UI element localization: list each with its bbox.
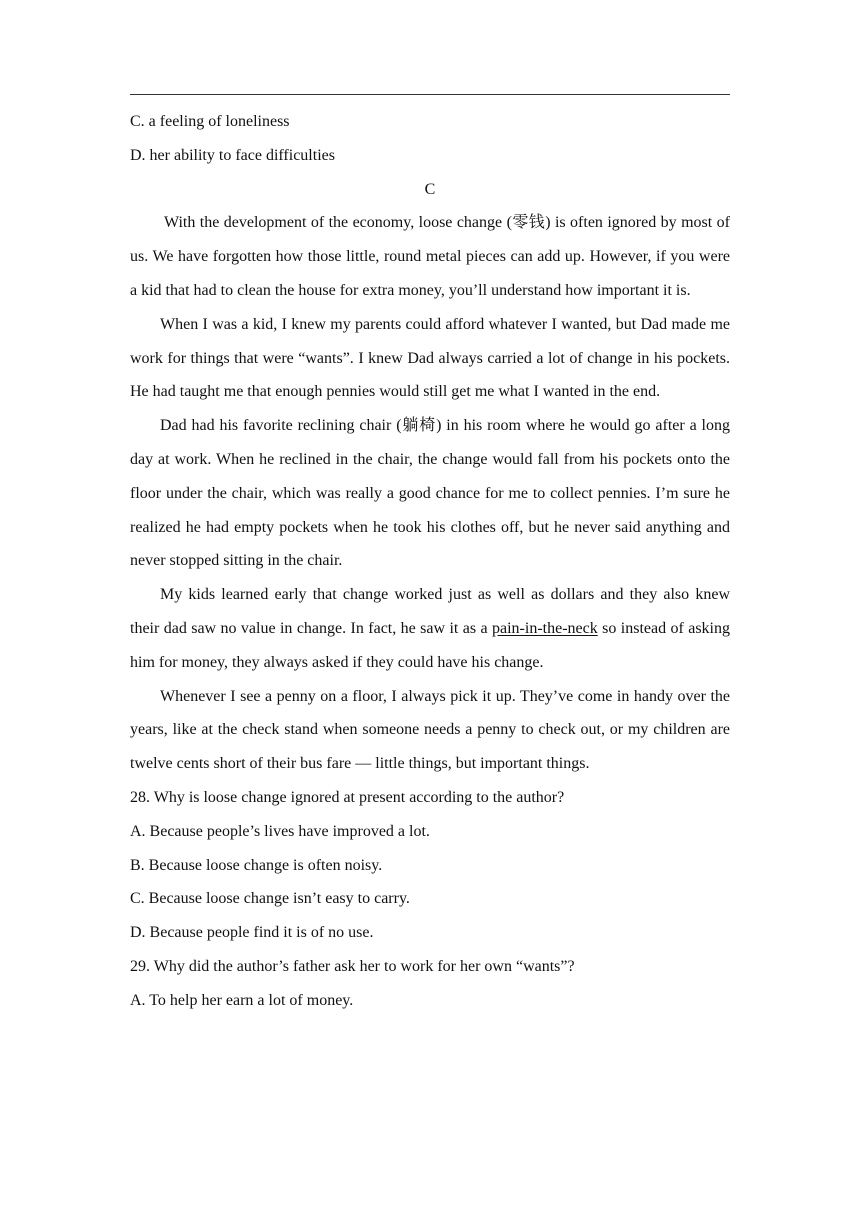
paragraph-4-text-before: My kids learned early that change worked just as well as dollars and they also knew their dad saw no value in change. In fact, he saw it as a <box>130 586 730 637</box>
passage-paragraph-5: Whenever I see a penny on a floor, I always pick it up. They’ve come in handy over the years, like at the check stand when someone needs a penny to check out, or my children are twelve cents short of their bus fare — little things, but important things. <box>130 687 730 773</box>
option-prev-c: C. a feeling of loneliness <box>130 113 290 130</box>
question-28-option-b: B. Because loose change is often noisy. <box>130 856 383 874</box>
passage-paragraph-2: When I was a kid, I knew my parents could afford whatever I wanted, but Dad made me work for things that were “wants”. I knew Dad always carried a lot of change in his pockets. He had taught me that enough pennies would still get me what I wanted in the end. <box>130 315 730 401</box>
question-28-option-c: C. Because loose change isn’t easy to carry. <box>130 890 410 908</box>
passage-paragraph-1: With the development of the economy, loose change (零钱) is often ignored by most of us. We have forgotten how those little, round metal pieces can add up. However, if you were a kid that had to clean the house for extra money, you’ll understand how important it is. <box>130 214 730 299</box>
option-prev-d: D. her ability to face difficulties <box>130 146 335 164</box>
page-content <box>130 105 730 1018</box>
question-28-option-a: A. Because people’s lives have improved a lot. <box>130 822 430 840</box>
question-29-stem: 29. Why did the author’s father ask her to work for her own “wants”? <box>130 957 575 975</box>
header-rule <box>130 94 730 95</box>
passage-paragraph-4 <box>130 578 730 679</box>
paragraph-4-text-after: so instead of asking him for money, they always asked if they could have his change. <box>130 619 731 671</box>
question-29-option-a: A. To help her earn a lot of money. <box>130 991 354 1009</box>
question-28-stem: 28. Why is loose change ignored at present according to the author? <box>130 788 565 806</box>
section-label: C <box>424 180 436 198</box>
underlined-phrase: pain-in-the-neck <box>492 619 598 637</box>
passage-paragraph-3: Dad had his favorite reclining chair (躺椅) in his room where he would go after a long day at work. When he reclined in the chair, the change would fall from his pockets onto the floor under the chair, which was really a good chance for me to collect pennies. I’m sure he realized he had empty pockets when he took his clothes off, but he never said anything and never stopped sitting in the chair. <box>130 417 730 570</box>
question-28-option-d: D. Because people find it is of no use. <box>130 924 374 942</box>
